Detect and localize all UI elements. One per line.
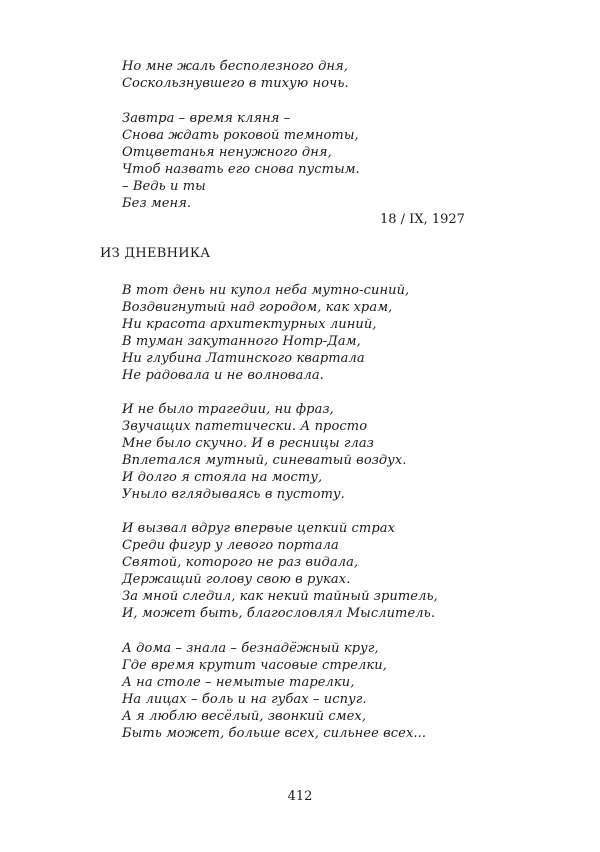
poem-line: Быть может, больше всех, сильнее всех...	[122, 726, 427, 741]
stanza-1	[122, 58, 349, 92]
poem-line: И не было трагедии, ни фраз,	[122, 402, 334, 417]
poem-line: И долго я стояла на мосту,	[122, 470, 323, 485]
poem-line: За мной следил, как некий тайный зритель,	[122, 589, 438, 604]
poem-line: Соскользнувшего в тихую ночь.	[122, 76, 349, 91]
poem-date: 18 / IX, 1927	[380, 212, 465, 227]
poem-line: Отцветанья ненужного дня,	[122, 145, 332, 160]
poem-line: В туман закутанного Нотр-Дам,	[122, 334, 361, 349]
poem-line: Снова ждать роковой темноты,	[122, 128, 359, 143]
poem-line: И вызвал вдруг впервые цепкий страх	[122, 521, 396, 536]
poem-line: А дома – знала – безнадёжный круг,	[122, 641, 379, 656]
poem-line: А я люблю весёлый, звонкий смех,	[122, 709, 367, 724]
stanza-2	[122, 110, 360, 212]
poem-line: Ни глубина Латинского квартала	[122, 351, 365, 366]
poem-line: Среди фигур у левого портала	[122, 538, 339, 553]
poem-line: – Ведь и ты	[122, 179, 206, 194]
poem-line: Воздвигнутый над городом, как храм,	[122, 300, 393, 315]
poem-line: Но мне жаль бесполезного дня,	[122, 59, 349, 74]
stanza-4	[122, 401, 407, 503]
poem-line: Вплетался мутный, синеватый воздух.	[122, 453, 407, 468]
poem-line: Не радовала и не волновала.	[122, 368, 324, 383]
poem-line: И, может быть, благословлял Мыслитель.	[122, 606, 436, 621]
page-number: 412	[287, 789, 313, 804]
poem-line: Завтра – время кляня –	[122, 111, 291, 126]
poem-line: Без меня.	[122, 196, 192, 211]
poem-line: А на столе – немытые тарелки,	[122, 675, 355, 690]
poem-title: ИЗ ДНЕВНИКА	[100, 246, 211, 261]
poem-line: В тот день ни купол неба мутно-синий,	[122, 283, 410, 298]
poem-line: Святой, которого не раз видала,	[122, 555, 359, 570]
poem-line: Уныло вглядываясь в пустоту.	[122, 487, 345, 502]
stanza-6	[122, 640, 426, 742]
poem-line: Ни красота архитектурных линий,	[122, 317, 377, 332]
poem-line: На лицах – боль и на губах – испуг.	[122, 692, 367, 707]
stanza-3	[122, 282, 409, 384]
poem-line: Звучащих патетически. А просто	[122, 419, 368, 434]
stanza-5	[122, 520, 438, 622]
poem-line: Держащий голову свою в руках.	[122, 572, 351, 587]
poem-line: Где время крутит часовые стрелки,	[122, 658, 387, 673]
poem-line: Чтоб назвать его снова пустым.	[122, 162, 360, 177]
poem-line: Мне было скучно. И в ресницы глаз	[122, 436, 374, 451]
